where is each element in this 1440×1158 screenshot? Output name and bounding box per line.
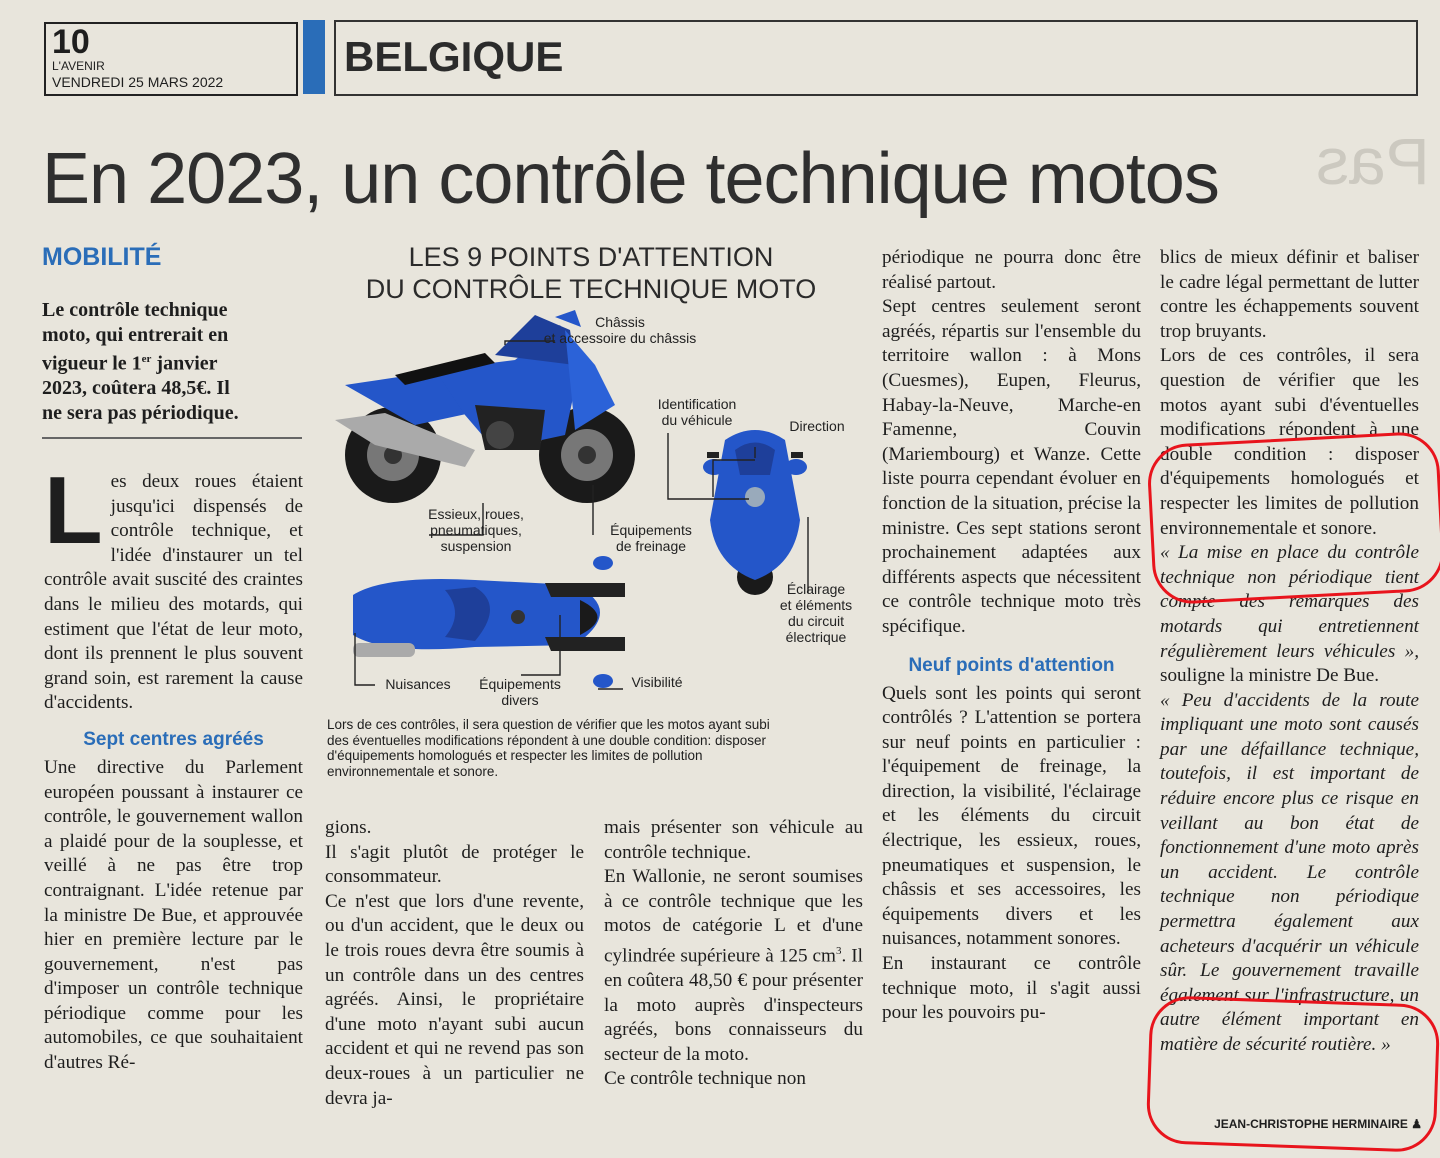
col5-paragraph-1: blics de mieux définir et baliser le cadre légal permettant de lutter contre les échappements souvent trop bruyants. [1160,247,1419,342]
moto-top-view [353,556,625,688]
graphic-caption: Lors de ces contrôles, il sera question de vérifier que les motos ayant subi des éventuelles modifications répondent à une double condition: disposer d'équipements homologués et respecter les limites de pollution environnementale et sonore. [327,717,770,779]
column-1 [44,457,303,1076]
paper-name: L'AVENIR [52,59,105,73]
col5-quote-1: « La mise en place du contrôle technique non périodique tient compte des remarques des motards qui entretiennent régulièrement leurs véhicules », souligne la ministre De Bue. [1160,542,1419,687]
label-freinage: Équipements de freinage [610,522,692,554]
red-highlight-condition [1146,430,1440,605]
byline: JEAN-CHRISTOPHE HERMINAIRE ♟ [1214,1117,1422,1131]
label-identification: Identification du véhicule [657,396,737,428]
label-equipements-divers: Équipements divers [479,676,561,708]
body-paragraph-1: Les deux roues étaient jusqu'ici dispensés de contrôle technique, et l'idée d'instaurer un tel contrôle avait suscité des craintes dans le milieu des motards, qui estiment que l'état de leur moto, dont ils prennent le plus souvent grand soin, est rarement la cause d'accidents. [44,457,303,714]
col4-paragraph-2: Sept centres seulement seront agréés, répartis sur l'ensemble du territoire wallon : à Mons (Cuesmes), Eupen, Fleurus, Habay-la-Neuve, Marche-en Famenne, Couvin (Mariembourg) et Wanze. Cette liste pourra cependant évoluer en fonction de la situation, précise la ministre. Ces sept stations seront prochainement adaptées aux différents aspects que nécessitent ce contrôle technique moto très spécifique. [882,296,1141,637]
next-page-bleed-text: Pas [1316,124,1430,198]
lead-line-4: 2023, coûtera 48,5€. Il [42,377,230,400]
headline: En 2023, un contrôle technique motos [42,139,1219,219]
drop-cap: L [44,457,103,564]
graphic-title-line-1: LES 9 POINTS D'ATTENTION [408,242,774,272]
col4-paragraph-1: périodique ne pourra donc être réalisé partout. [882,247,1141,293]
col5-paragraph-2: Lors de ces contrôles, il sera question de vérifier que les motos ayant subi d'éventuelles modifications répondent à une double condition : disposer d'équipements homologués et respecter les limites de pollution environnementale et sonore. [1160,345,1419,539]
page-number: 10 [52,23,90,61]
col3-paragraph-1: mais présenter son véhicule au contrôle technique. [604,817,863,863]
issue-date: VENDREDI 25 MARS 2022 [52,74,224,90]
section-title: BELGIQUE [344,33,564,80]
col4-paragraph-4: En instaurant ce contrôle technique moto, il s'agit aussi pour les pouvoirs pu- [882,953,1141,1024]
column-3 [604,816,863,1092]
col2-paragraph-3: Ce n'est que lors d'une revente, ou d'un accident, que le deux ou le trois roues devra être soumis à un contrôle dans un des centres agréés. Ainsi, le propriétaire d'une moto n'ayant subi aucun accident et qui ne revend pas son deux-roues à un particulier ne devra ja- [325,890,584,1109]
col4-paragraph-3: Quels sont les points qui seront contrôlés ? L'attention se portera sur neuf points en particulier : l'équipement de freinage, la direction, la visibilité, l'éclairage et les éléments du circuit électrique, les essieux, roues, pneumatiques et suspension, le châssis et ses accessoires, les équipements divers et les nuisances, notamment sonores. [882,682,1141,950]
label-eclairage: Éclairage et éléments du circuit électrique [779,581,853,645]
column-5 [1160,246,1419,1058]
subheading-neuf-points: Neuf points d'attention [908,654,1115,676]
lead-line-3: vigueur le 1er janvier [42,352,218,375]
label-essieux: Essieux, roues, pneumatiques, suspension [428,506,524,554]
col3-paragraph-3: Ce contrôle technique non [604,1068,806,1090]
col2-paragraph-1: gions. [325,817,372,838]
body-paragraph-2: Une directive du Parlement européen poussant à instaurer ce contrôle, le gouvernement wallon a plaidé pour de la souplesse, et veillé à ne pas être trop contraignant. L'idée retenue par la ministre De Bue, et approuvée hier en première lecture par le gouvernement, n'est pas d'imposer un contrôle technique périodique comme pour les automobiles, ce que souhaitaient d'autres Ré- [44,756,303,1074]
col5-quote-2: « Peu d'accidents de la route impliquant une moto sont causés par une défaillance technique, toutefois, il est important de réduire encore plus ce risque en veillant au bon état de fonctionnement d'une moto après un accident. Le contrôle technique non périodique permettra également aux acheteurs d'acquérir un véhicule sûr. Le gouvernement travaille également sur l'infrastructure, un autre élément important en matière de sécurité routière. » [1160,689,1419,1055]
label-nuisances: Nuisances [385,676,451,692]
lead-line-2: moto, qui entrerait en [42,323,229,346]
infographic [325,235,865,815]
graphic-title-line-2: DU CONTRÔLE TECHNIQUE MOTO [365,274,817,304]
kicker: MOBILITÉ [42,243,162,271]
lead-line-1: Le contrôle technique [42,299,228,321]
column-2 [325,816,584,1111]
label-visibilite: Visibilité [631,674,683,690]
column-4 [882,246,1141,1026]
author-icon: ♟ [1411,1117,1422,1131]
lead-line-5: ne sera pas périodique. [42,402,239,425]
section-bar [303,20,325,94]
subheading-sept-centres: Sept centres agréés [83,728,264,750]
label-direction: Direction [789,418,845,434]
lead-divider [42,437,302,439]
label-chassis: Châssis et accessoire du châssis [543,314,697,346]
col2-paragraph-2: Il s'agit plutôt de protéger le consommateur. [325,841,584,888]
col3-paragraph-2: En Wallonie, ne seront soumises à ce contrôle technique que les motos de catégorie L et d'une cylindrée supérieure à 125 $cm^3$. Il en coûtera 48,50 € pour présenter la moto auprès d'inspecteurs agréés, bons connaisseurs du secteur de la moto. [604,866,863,1065]
red-highlight-infrastructure [1146,995,1440,1153]
lead-paragraph [42,298,304,426]
